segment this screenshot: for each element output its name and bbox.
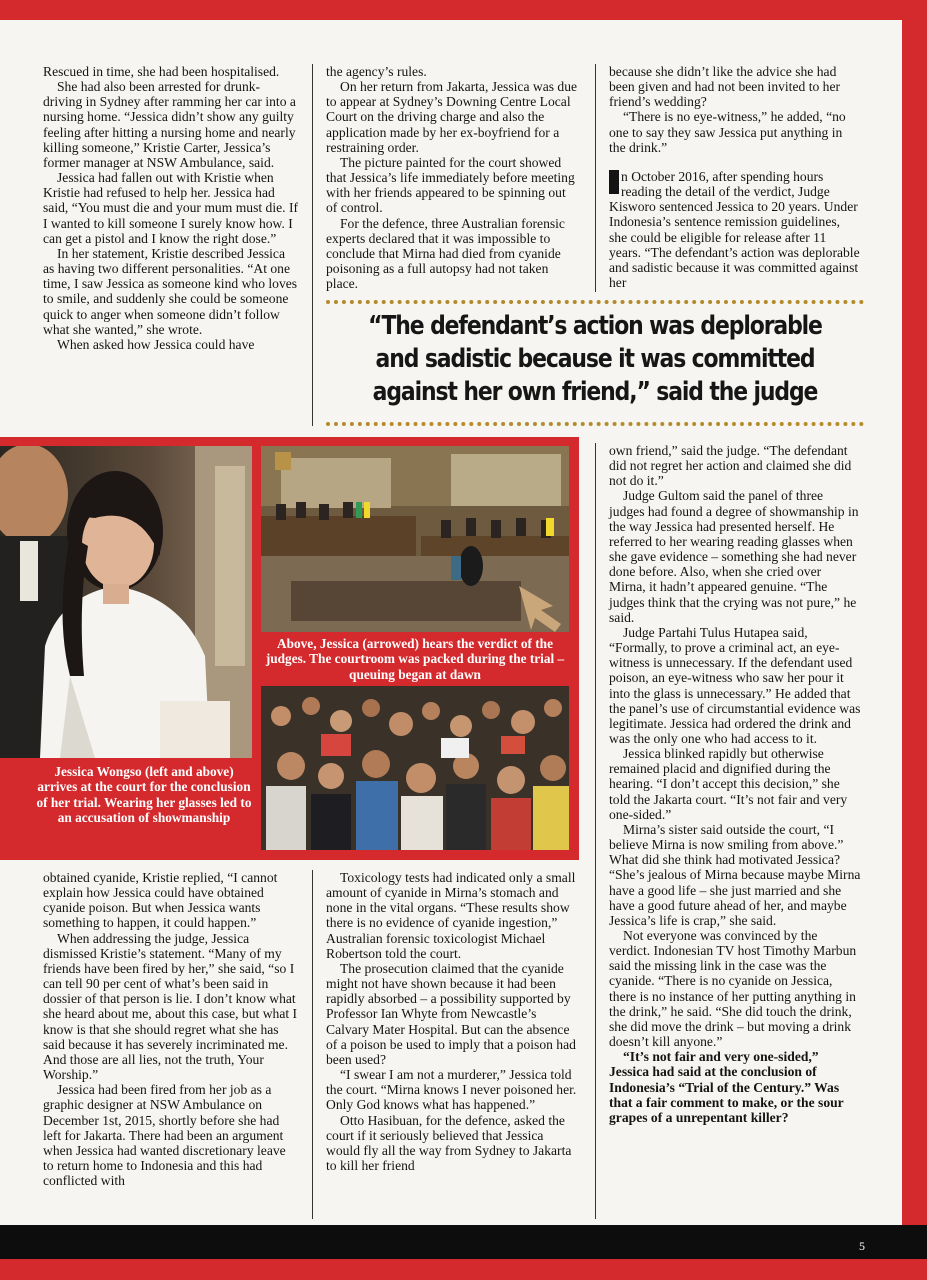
column-1-top <box>43 64 299 352</box>
paragraph: The picture painted for the court showed that Jessica’s life immediately before meeting with her friends appeared to be spinning out of control. <box>326 154 575 216</box>
closing-paragraph: “It’s not fair and very one-sided,” Jessica had said at the conclusion of Indonesia’s “Trial of the Century.” Was that a fair comment to make, or the sour grapes of a unrepentant killer? <box>609 1049 844 1125</box>
photo-crowd <box>261 686 569 850</box>
paragraph: Judge Partahi Tulus Hutapea said, “Formally, to prove a criminal act, an eye-witness is unnecessary. If the defendant used poison, an eye-witness who saw her pour it into the glass is unnecessary.” He added that the panel’s use of circumstantial evidence was legitimate. Jessica had ordered the drink and was the only one who had access to it. <box>609 624 861 746</box>
page-footer <box>0 1225 927 1259</box>
column-2-bottom <box>326 870 578 1173</box>
dropcap-paragraph: n October 2016, after spending hours reading the detail of the verdict, Judge Kisworo sentenced Jessica to 20 years. Under Indonesia’s sentence remission guidelines, she could be eligible for release after 11 years. “The defendant’s action was deplorable and sadistic because it was committed against her <box>609 168 860 291</box>
column-3-bottom <box>609 443 861 1125</box>
column-divider <box>312 64 313 426</box>
paragraph: Jessica had fallen out with Kristie when Kristie had refused to help her. Jessica had said, “You must die and your mum must die. If I wanted to kill someone I surely know how. I can get a pistol and I know the right dose.” <box>43 170 298 246</box>
photo-jessica-portrait <box>0 446 252 758</box>
page-number: 5 <box>859 1239 865 1253</box>
column-divider <box>595 64 596 292</box>
pullquote-rule-bottom <box>326 422 864 426</box>
dropcap-marker <box>609 170 619 194</box>
paragraph: “I swear I am not a murderer,” Jessica told the court. “Mirna knows I never poisoned her. Only God knows what has happened.” <box>326 1067 577 1113</box>
paragraph: The prosecution claimed that the cyanide might not have shown because it had been rapidly absorbed – a possibility supported by Professor Ian Whyte from Newcastle’s Calvary Mater Hospital. But can the absence of a poison be used to imply that a poison had been used? <box>326 960 576 1067</box>
column-1-bottom <box>43 870 299 1188</box>
paragraph: Otto Hasibuan, for the defence, asked the court if it seriously believed that Jessica would fly all the way from Sydney to Jakarta to kill her friend <box>326 1112 572 1173</box>
paragraph: Not everyone was convinced by the verdict. Indonesian TV host Timothy Marbun said the missing link in the case was the cyanide. “There is no cyanide on Jessica, there is no instance of her putting anything in the drink,” he said. “She did touch the drink, she did move the drink – but moving a drink doesn’t kill anyone.” <box>609 928 857 1050</box>
column-divider <box>312 870 313 1219</box>
paragraph: Jessica had been fired from her job as a graphic designer at NSW Ambulance on December 1st, 2015, shortly before she had left for Jakarta. There had been an argument when Jessica had wanted discretionary leave to return home to Indonesia and this had conflicted with <box>43 1082 286 1189</box>
paragraph: own friend,” said the judge. “The defendant did not regret her action and claimed she did not do it.” <box>609 443 852 489</box>
paragraph: “There is no eye-witness,” he added, “no one to say they saw Jessica put anything in the drink.” <box>609 109 846 155</box>
paragraph: She had also been arrested for drunk-driving in Sydney after ramming her car into a nursing home. “Jessica didn’t show any guilty feeling after hitting a nursing home and nearly killing someone,” Kristie Carter, Jessica’s former manager at NSW Ambulance, said. <box>43 79 296 170</box>
column-2-top <box>326 64 578 291</box>
paragraph: Judge Gultom said the panel of three judges had found a degree of showmanship in the way Jessica had presented herself. He referred to her wearing reading glasses when she gave evidence – something she had never done before. Also, when she cried over Mirna, it hadn’t appeared genuine. “The judges think that the crying was not pure,” he said. <box>609 488 859 625</box>
paragraph: When asked how Jessica could have <box>57 336 255 352</box>
paragraph: On her return from Jakarta, Jessica was due to appear at Sydney’s Downing Centre Local Court on the driving charge and also the application made by her ex-boyfriend for a restraining order. <box>326 79 578 155</box>
pull-quote: “The defendant’s action was deplorable and sadistic because it was committed against her own friend,” said the judge <box>368 311 822 407</box>
pullquote-rule-top <box>326 300 864 304</box>
paragraph: Jessica blinked rapidly but otherwise remained placid and dignified during the hearing. “I don’t accept this decision,” she told the Jakarta court. “It’s not fair and very one-sided.” <box>609 746 848 822</box>
caption-courtroom: Above, Jessica (arrowed) hears the verdict of the judges. The courtroom was packed during the trial – queuing began at dawn <box>265 636 565 682</box>
photo-courtroom <box>261 446 569 632</box>
paragraph: When addressing the judge, Jessica dismissed Kristie’s statement. “Many of my friends have been fired by her,” she said, “so I can tell 90 per cent of what’s been said in dossier of that person is lie. I don’t know what she heard about me, about this case, but what I know is that she should regret what she has said because it has severely incriminated me. And those are all lies, not the truth, Your Worship.” <box>43 930 298 1083</box>
paragraph: Rescued in time, she had been hospitalised. <box>43 64 280 79</box>
column-divider <box>595 443 596 1219</box>
paragraph: Mirna’s sister said outside the court, “I believe Mirna is now smiling from above.” What did she think had motivated Jessica? “She’s jealous of Mirna because maybe Mirna have a good life – she just married and she have a good future ahead of her, and maybe Jessica’s life is crap,” she said. <box>609 821 861 928</box>
paragraph: obtained cyanide, Kristie replied, “I cannot explain how Jessica could have obtained cyanide poison. But when Jessica wants something to happen, it could happen.” <box>43 870 278 931</box>
caption-jessica-arrival: Jessica Wongso (left and above) arrives at the court for the conclusion of her trial. Wearing her glasses led to an accusation of showmanship <box>36 764 252 826</box>
column-3-top <box>609 64 861 290</box>
paragraph: the agency’s rules. <box>326 64 427 79</box>
paragraph: In her statement, Kristie described Jessica as having two different personalities. “At one time, I saw Jessica as someone kind who loves to smile, and suddenly she could be someone quick to anger when someone didn’t follow what she wanted,” she wrote. <box>43 245 298 337</box>
paragraph: For the defence, three Australian forensic experts declared that it was impossible to conclude that Mirna had died from cyanide poisoning as a full autopsy had not taken place. <box>326 215 565 292</box>
paragraph: Toxicology tests had indicated only a small amount of cyanide in Mirna’s stomach and none in the vital organs. “These results show there is no evidence of cyanide ingestion,” Australian forensic toxicologist Michael Robertson told the court. <box>326 870 576 961</box>
paragraph: because she didn’t like the advice she had been given and had not been invited to her friend’s wedding? <box>609 64 841 110</box>
